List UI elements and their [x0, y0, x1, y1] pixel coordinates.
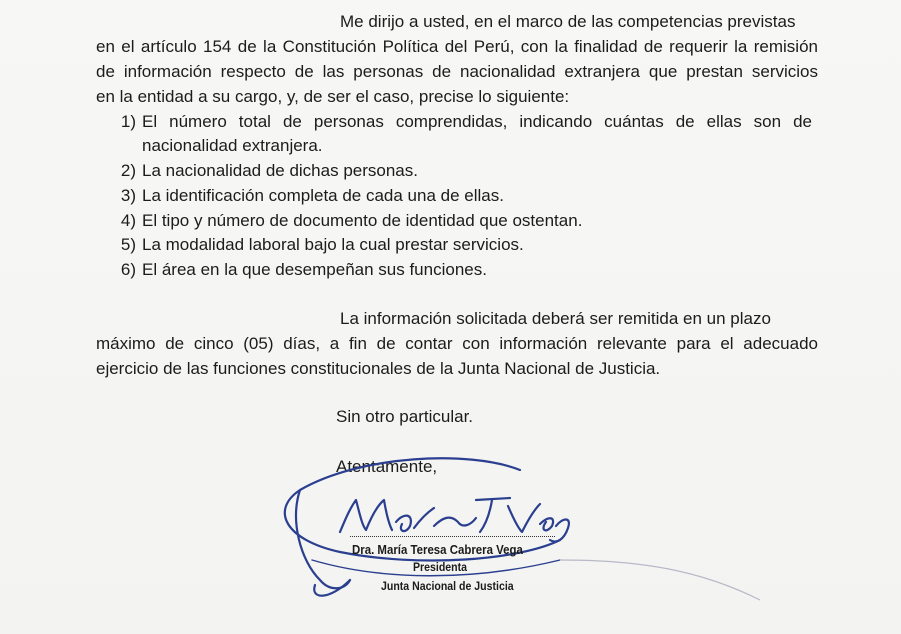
paragraph1-line-3: de información respecto de las personas de nacionalidad extranjera que prestan servicios [96, 62, 818, 81]
list-text: El área en la que desempeñan sus funciones. [142, 260, 487, 279]
list-number: 5) [120, 235, 136, 254]
signature-line [350, 536, 555, 537]
list-number: 3) [120, 186, 136, 205]
closing-text: Sin otro particular. [336, 407, 474, 426]
list-text: El tipo y número de documento de identidad que ostentan. [142, 211, 583, 230]
list-text: nacionalidad extranjera. [142, 136, 323, 155]
signatory-title: Presidenta [413, 560, 467, 574]
list-text: El número total de personas comprendidas, indicando cuántas de ellas son de [142, 112, 812, 131]
signatory-name: Dra. María Teresa Cabrera Vega [352, 542, 523, 557]
paragraph1-line-2: en el artículo 154 de la Constitución Política del Perú, con la finalidad de requerir la remisión [96, 37, 818, 56]
list-text: La identificación completa de cada una de ellas. [142, 186, 504, 205]
paragraph2-line-1: La información solicitada deberá ser remitida en un plazo [340, 309, 771, 328]
list-text: La modalidad laboral bajo la cual prestar servicios. [142, 235, 524, 254]
paragraph2-line-2: máximo de cinco (05) días, a fin de contar con información relevante para el adecuado [96, 334, 818, 353]
paragraph1-line-4: en la entidad a su cargo, y, de ser el caso, precise lo siguiente: [96, 87, 570, 106]
paragraph1-line-1: Me dirijo a usted, en el marco de las competencias previstas [340, 12, 796, 31]
list-number: 2) [120, 161, 136, 180]
paragraph2-line-3: ejercicio de las funciones constitucionales de la Junta Nacional de Justicia. [96, 359, 661, 378]
signatory-institution: Junta Nacional de Justicia [381, 579, 514, 593]
salutation-text: Atentamente, [336, 457, 438, 476]
list-number: 1) [120, 112, 136, 131]
list-number: 4) [120, 211, 136, 230]
list-text: La nacionalidad de dichas personas. [142, 161, 418, 180]
list-number: 6) [120, 260, 136, 279]
